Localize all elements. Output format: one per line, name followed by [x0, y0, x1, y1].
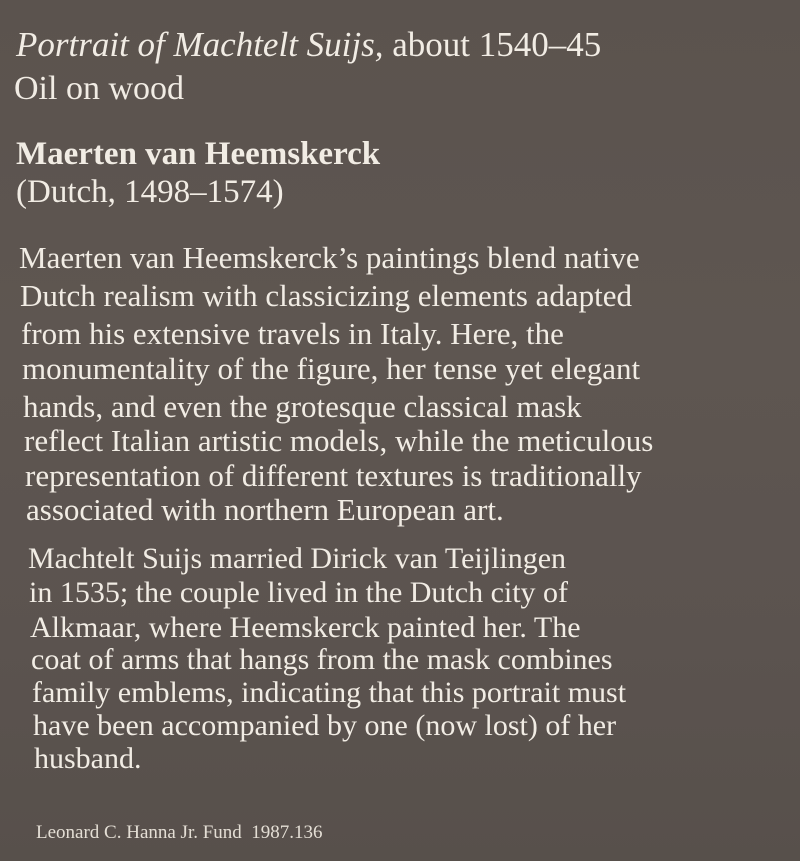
paragraph-2-line: coat of arms that hangs from the mask combines: [31, 643, 613, 676]
paragraph-1-line: from his extensive travels in Italy. Here, the: [21, 316, 564, 351]
artwork-title-line: [16, 27, 601, 62]
paragraph-1-line: associated with northern European art.: [26, 492, 504, 527]
paragraph-1-line: representation of different textures is traditionally: [25, 458, 642, 493]
artist-nationality-dates: (Dutch, 1498–1574): [16, 174, 284, 210]
paragraph-1-line: reflect Italian artistic models, while the meticulous: [24, 423, 654, 458]
paragraph-2-line: husband.: [34, 742, 142, 775]
paragraph-1-line: Maerten van Heemskerck’s paintings blend native: [19, 240, 640, 275]
paragraph-2-line: Machtelt Suijs married Dirick van Teijlingen: [28, 542, 567, 575]
paragraph-2-line: Alkmaar, where Heemskerck painted her. The: [30, 611, 581, 644]
paragraph-1-line: monumentality of the figure, her tense yet elegant: [22, 351, 641, 386]
artwork-medium: Oil on wood: [14, 70, 184, 107]
artwork-date: about 1540–45: [383, 25, 602, 64]
paragraph-1-line: hands, and even the grotesque classical mask: [23, 389, 582, 424]
paragraph-2-line: have been accompanied by one (now lost) of her: [33, 709, 617, 742]
paragraph-1-line: Dutch realism with classicizing elements adapted: [20, 278, 633, 313]
credit-line: Leonard C. Hanna Jr. Fund 1987.136: [36, 822, 323, 843]
paragraph-2-line: in 1535; the couple lived in the Dutch city of: [29, 576, 569, 609]
artist-name: Maerten van Heemskerck: [16, 136, 381, 172]
paragraph-2-line: family emblems, indicating that this portrait must: [32, 676, 627, 709]
artwork-title: Portrait of Machtelt Suijs,: [16, 25, 384, 64]
